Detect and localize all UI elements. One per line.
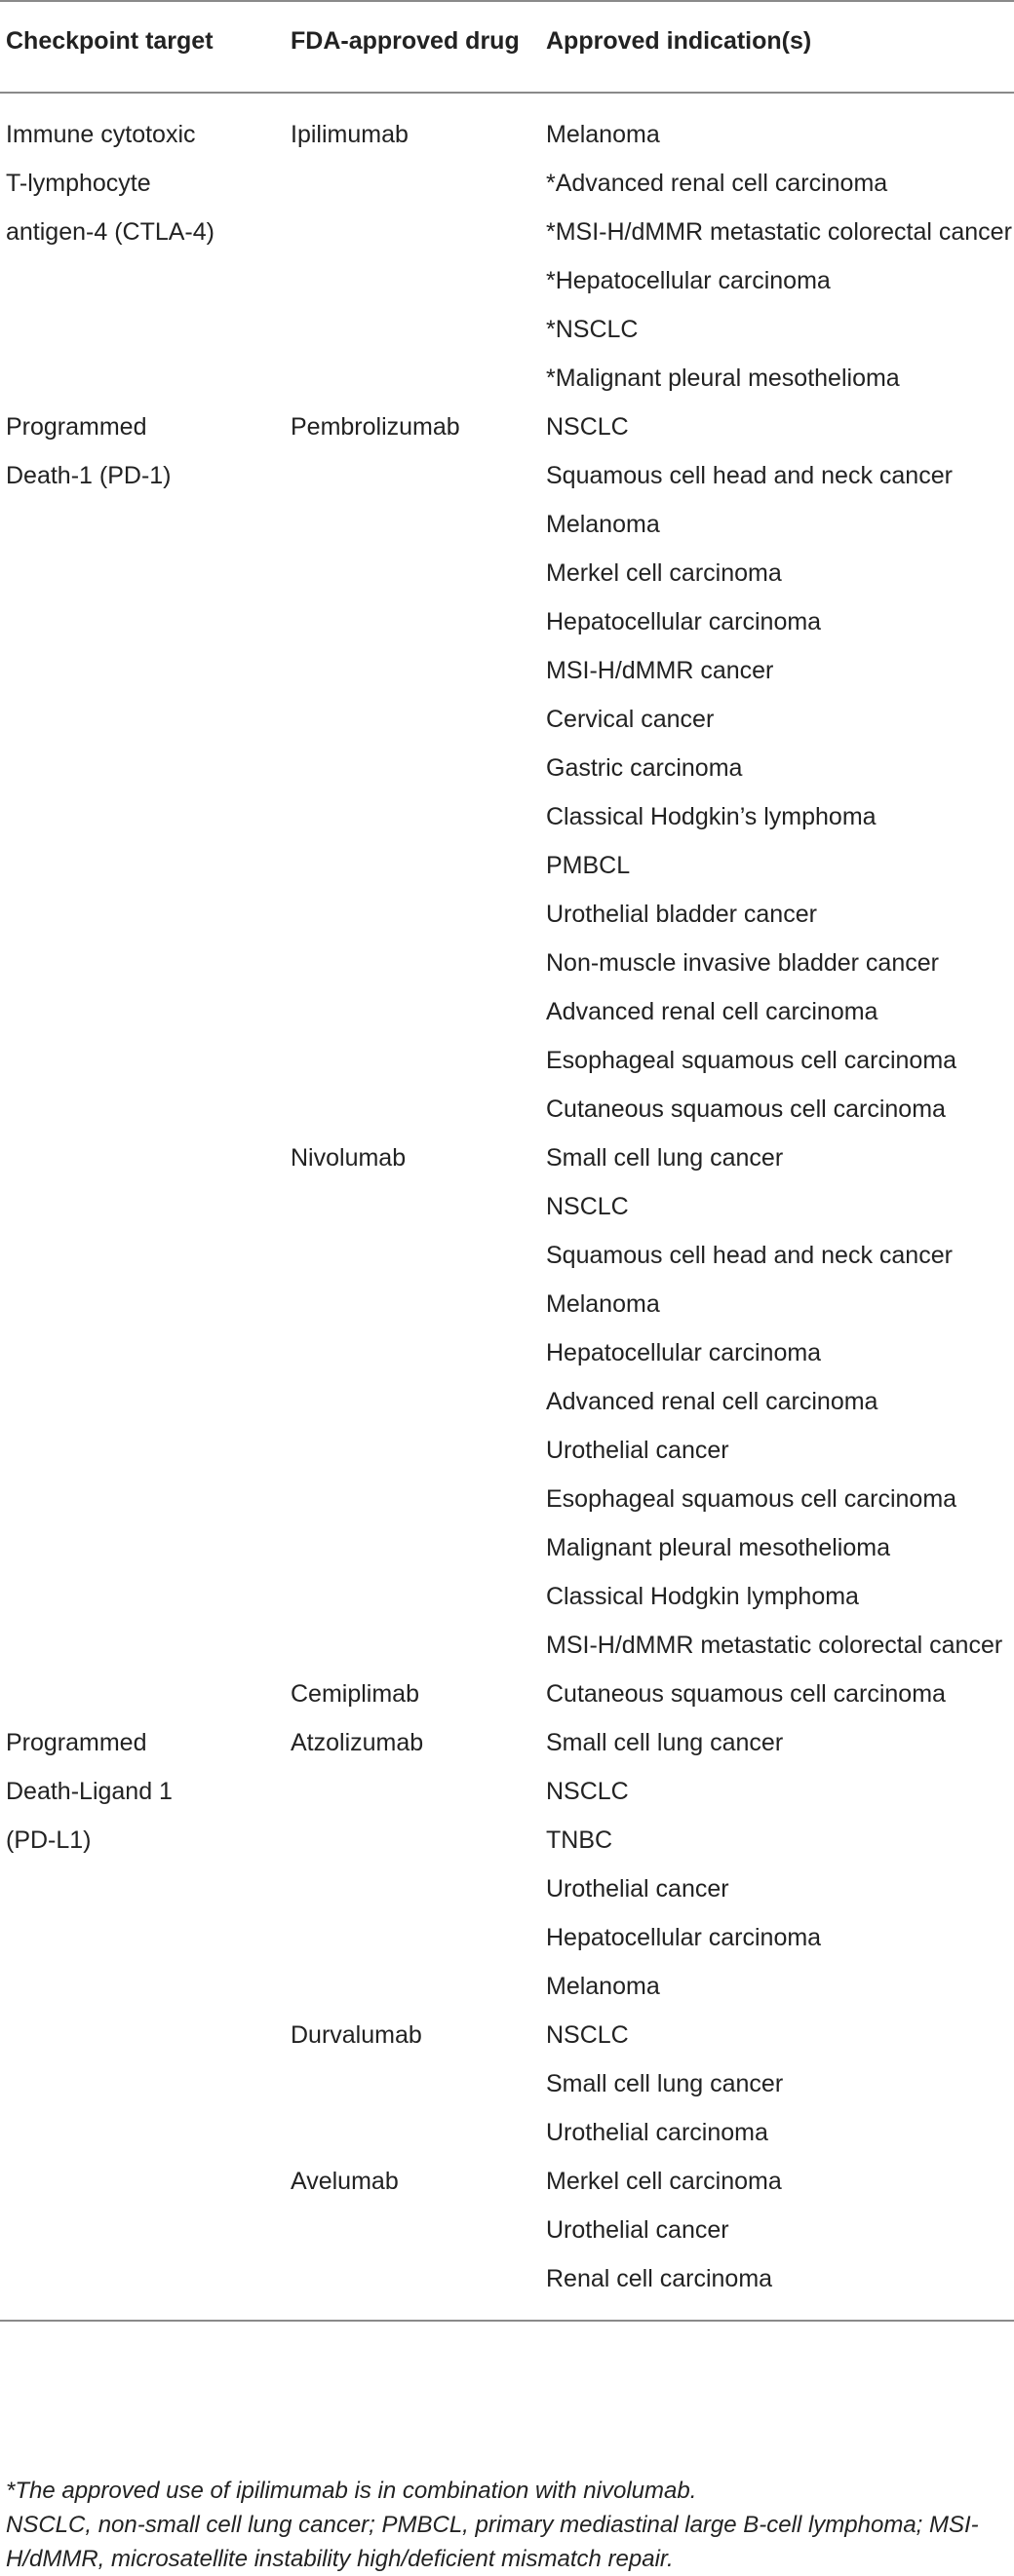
checkpoint-target-cell — [0, 305, 283, 354]
checkpoint-target-cell — [0, 1523, 283, 1572]
header-approved-indications: Approved indication(s) — [546, 27, 812, 55]
checkpoint-target-cell — [0, 1377, 283, 1426]
table-row — [0, 890, 1014, 939]
drug-cell — [283, 841, 546, 890]
table-row — [0, 1865, 1014, 1913]
indication-cell: *NSCLC — [546, 316, 639, 343]
indication-cell: Esophageal squamous cell carcinoma — [546, 1485, 957, 1513]
checkpoint-target-cell: Death-Ligand 1 — [6, 1778, 173, 1805]
table-row — [0, 451, 1014, 500]
table-row — [0, 1328, 1014, 1377]
drug-cell: Atzolizumab — [291, 1729, 424, 1756]
table-row — [0, 1572, 1014, 1621]
drug-cell — [283, 695, 546, 744]
indication-cell: Small cell lung cancer — [546, 1144, 784, 1172]
drug-cell — [283, 1426, 546, 1475]
indication-cell: Hepatocellular carcinoma — [546, 1339, 822, 1366]
indication-cell: Small cell lung cancer — [546, 2070, 784, 2097]
header-fda-approved-drug: FDA-approved drug — [291, 27, 520, 55]
drug-cell: Durvalumab — [291, 2021, 422, 2049]
indication-cell: *Malignant pleural mesothelioma — [546, 365, 900, 392]
indication-cell: Malignant pleural mesothelioma — [546, 1534, 890, 1561]
drug-cell — [283, 1572, 546, 1621]
table-row — [0, 1670, 1014, 1718]
indication-cell: Cutaneous squamous cell carcinoma — [546, 1096, 946, 1123]
checkpoint-target-cell: T-lymphocyte — [6, 170, 151, 197]
table-body — [0, 93, 1014, 2321]
indication-cell: Urothelial cancer — [546, 1437, 729, 1464]
drug-cell — [283, 1767, 546, 1816]
checkpoint-target-cell: (PD-L1) — [6, 1826, 92, 1854]
table-row — [0, 2157, 1014, 2206]
footnote-asterisk: *The approved use of ipilimumab is in combination with nivolumab. — [6, 2478, 697, 2504]
drug-cell — [283, 1621, 546, 1670]
checkpoint-target-cell — [0, 1913, 283, 1962]
checkpoint-target-cell — [0, 256, 283, 305]
checkpoint-target-cell — [0, 1572, 283, 1621]
checkpoint-target-cell — [0, 1328, 283, 1377]
table-row — [0, 305, 1014, 354]
checkpoint-target-cell — [0, 744, 283, 792]
drug-cell — [283, 2254, 546, 2321]
drug-cell — [283, 1475, 546, 1523]
checkpoint-target-cell — [0, 2157, 283, 2206]
drug-cell — [283, 1913, 546, 1962]
indication-cell: Gastric carcinoma — [546, 754, 743, 782]
checkpoint-target-cell — [0, 2059, 283, 2108]
drug-cell — [283, 159, 546, 208]
indication-cell: NSCLC — [546, 1193, 629, 1220]
checkpoint-target-cell — [0, 2108, 283, 2157]
indication-cell: Classical Hodgkin lymphoma — [546, 1583, 859, 1610]
drug-cell — [283, 256, 546, 305]
drug-cell — [283, 1036, 546, 1085]
indication-cell: Squamous cell head and neck cancer — [546, 462, 953, 489]
indication-cell: NSCLC — [546, 2021, 629, 2049]
table-row — [0, 1718, 1014, 1767]
drug-cell — [283, 792, 546, 841]
table-row — [0, 208, 1014, 256]
indication-cell: Small cell lung cancer — [546, 1729, 784, 1756]
indication-cell: Cervical cancer — [546, 706, 715, 733]
table-row — [0, 549, 1014, 597]
table-row — [0, 1475, 1014, 1523]
indication-cell: Urothelial carcinoma — [546, 2119, 768, 2146]
checkpoint-target-cell — [0, 695, 283, 744]
table-row — [0, 2254, 1014, 2321]
checkpoint-target-cell — [0, 2011, 283, 2059]
drug-cell — [283, 890, 546, 939]
indication-cell: Hepatocellular carcinoma — [546, 608, 822, 635]
checkpoint-target-cell — [0, 1134, 283, 1182]
drug-cell — [283, 451, 546, 500]
checkpoint-target-cell — [0, 792, 283, 841]
drug-cell — [283, 1182, 546, 1231]
indication-cell: *MSI-H/dMMR metastatic colorectal cancer — [546, 218, 1012, 246]
indication-cell: TNBC — [546, 1826, 613, 1854]
table-row — [0, 1621, 1014, 1670]
table-header-row — [0, 1, 1014, 93]
indication-cell: Urothelial cancer — [546, 1875, 729, 1903]
drug-cell — [283, 305, 546, 354]
checkpoint-target-cell — [0, 1231, 283, 1280]
drug-cell — [283, 1280, 546, 1328]
table-row — [0, 1816, 1014, 1865]
checkpoint-target-cell — [0, 1962, 283, 2011]
table-row — [0, 2059, 1014, 2108]
checkpoint-target-cell — [0, 1475, 283, 1523]
indication-cell: NSCLC — [546, 1778, 629, 1805]
drug-cell: Avelumab — [291, 2168, 399, 2195]
table-row — [0, 1134, 1014, 1182]
indication-cell: Melanoma — [546, 1290, 660, 1318]
drug-cell — [283, 646, 546, 695]
table-row — [0, 500, 1014, 549]
drug-cell — [283, 549, 546, 597]
indication-cell: *Hepatocellular carcinoma — [546, 267, 831, 294]
table-row — [0, 841, 1014, 890]
table-row — [0, 2011, 1014, 2059]
drug-cell — [283, 1962, 546, 2011]
indication-cell: Merkel cell carcinoma — [546, 559, 782, 587]
checkpoint-target-cell — [0, 1182, 283, 1231]
drug-cell: Cemiplimab — [291, 1680, 419, 1708]
drug-cell — [283, 1865, 546, 1913]
checkpoint-target-cell — [0, 1670, 283, 1718]
drug-cell — [283, 1231, 546, 1280]
checkpoint-target-cell — [0, 939, 283, 987]
drug-cell — [283, 354, 546, 403]
drug-cell — [283, 939, 546, 987]
footnote-abbreviations: NSCLC, non-small cell lung cancer; PMBCL, primary mediastinal large B-cell lymphoma; MSI-H/dMMR, microsatellite instability high/deficient mismatch repair. — [6, 2512, 979, 2572]
indication-cell: PMBCL — [546, 852, 631, 879]
checkpoint-target-cell: Programmed — [6, 413, 147, 441]
drug-cell — [283, 2206, 546, 2254]
table-row — [0, 744, 1014, 792]
table-row — [0, 987, 1014, 1036]
table-row — [0, 159, 1014, 208]
table-row — [0, 1913, 1014, 1962]
drug-cell — [283, 2108, 546, 2157]
indication-cell: Hepatocellular carcinoma — [546, 1924, 822, 1951]
indication-cell: Esophageal squamous cell carcinoma — [546, 1047, 957, 1074]
checkpoint-target-cell: antigen-4 (CTLA-4) — [6, 218, 214, 246]
checkpoint-target-cell — [0, 354, 283, 403]
indication-cell: Advanced renal cell carcinoma — [546, 998, 878, 1025]
drug-cell — [283, 1816, 546, 1865]
indication-cell: MSI-H/dMMR metastatic colorectal cancer — [546, 1632, 1003, 1659]
drug-cell: Nivolumab — [291, 1144, 407, 1172]
drug-cell: Pembrolizumab — [291, 413, 460, 441]
table-row — [0, 1377, 1014, 1426]
table-row — [0, 2108, 1014, 2157]
indication-cell: Urothelial cancer — [546, 2216, 729, 2244]
indication-cell: Renal cell carcinoma — [546, 2265, 773, 2292]
checkpoint-target-cell — [0, 1865, 283, 1913]
indication-cell: NSCLC — [546, 413, 629, 441]
table-row — [0, 256, 1014, 305]
checkpoint-target-cell — [0, 549, 283, 597]
table-row — [0, 1962, 1014, 2011]
drug-cell — [283, 1377, 546, 1426]
checkpoint-target-cell — [0, 841, 283, 890]
table-row — [0, 939, 1014, 987]
table-row — [0, 1085, 1014, 1134]
drug-cell — [283, 987, 546, 1036]
table-row — [0, 1182, 1014, 1231]
checkpoint-target-cell — [0, 1085, 283, 1134]
drug-cell — [283, 208, 546, 256]
table-row — [0, 93, 1014, 159]
table-row — [0, 1036, 1014, 1085]
table-row — [0, 792, 1014, 841]
table-row — [0, 597, 1014, 646]
indication-cell: *Advanced renal cell carcinoma — [546, 170, 888, 197]
checkpoint-target-cell — [0, 2254, 283, 2321]
table-row — [0, 2206, 1014, 2254]
drug-cell: Ipilimumab — [291, 121, 409, 148]
checkpoint-target-cell: Immune cytotoxic — [6, 121, 196, 148]
indication-cell: Non-muscle invasive bladder cancer — [546, 949, 939, 977]
drug-cell — [283, 1085, 546, 1134]
indication-cell: Melanoma — [546, 1973, 660, 2000]
header-checkpoint-target: Checkpoint target — [6, 27, 214, 55]
checkpoint-target-cell — [0, 1280, 283, 1328]
checkpoint-target-cell — [0, 1426, 283, 1475]
drug-cell — [283, 1328, 546, 1377]
table-row — [0, 646, 1014, 695]
table-row — [0, 403, 1014, 451]
checkpoint-target-cell: Programmed — [6, 1729, 147, 1756]
drug-cell — [283, 1523, 546, 1572]
table-row — [0, 354, 1014, 403]
indication-cell: Classical Hodgkin’s lymphoma — [546, 803, 877, 830]
checkpoint-target-cell — [0, 646, 283, 695]
table-row — [0, 695, 1014, 744]
checkpoint-target-cell — [0, 890, 283, 939]
checkpoint-target-cell — [0, 500, 283, 549]
drug-cell — [283, 744, 546, 792]
table-row — [0, 1523, 1014, 1572]
indication-cell: MSI-H/dMMR cancer — [546, 657, 774, 684]
table-footnotes — [6, 2474, 1010, 2576]
table-row — [0, 1280, 1014, 1328]
checkpoint-target-cell — [0, 2206, 283, 2254]
checkpoint-target-cell: Death-1 (PD-1) — [6, 462, 172, 489]
indication-cell: Merkel cell carcinoma — [546, 2168, 782, 2195]
checkpoint-target-cell — [0, 1621, 283, 1670]
indication-cell: Urothelial bladder cancer — [546, 901, 817, 928]
table-row — [0, 1231, 1014, 1280]
checkpoint-target-cell — [0, 1036, 283, 1085]
drug-cell — [283, 500, 546, 549]
drug-cell — [283, 2059, 546, 2108]
indication-cell: Cutaneous squamous cell carcinoma — [546, 1680, 946, 1708]
checkpoint-target-cell — [0, 597, 283, 646]
table-row — [0, 1426, 1014, 1475]
checkpoint-target-cell — [0, 987, 283, 1036]
indication-cell: Melanoma — [546, 511, 660, 538]
drug-cell — [283, 597, 546, 646]
table-row — [0, 1767, 1014, 1816]
indication-cell: Melanoma — [546, 121, 660, 148]
indication-cell: Squamous cell head and neck cancer — [546, 1242, 953, 1269]
indication-cell: Advanced renal cell carcinoma — [546, 1388, 878, 1415]
